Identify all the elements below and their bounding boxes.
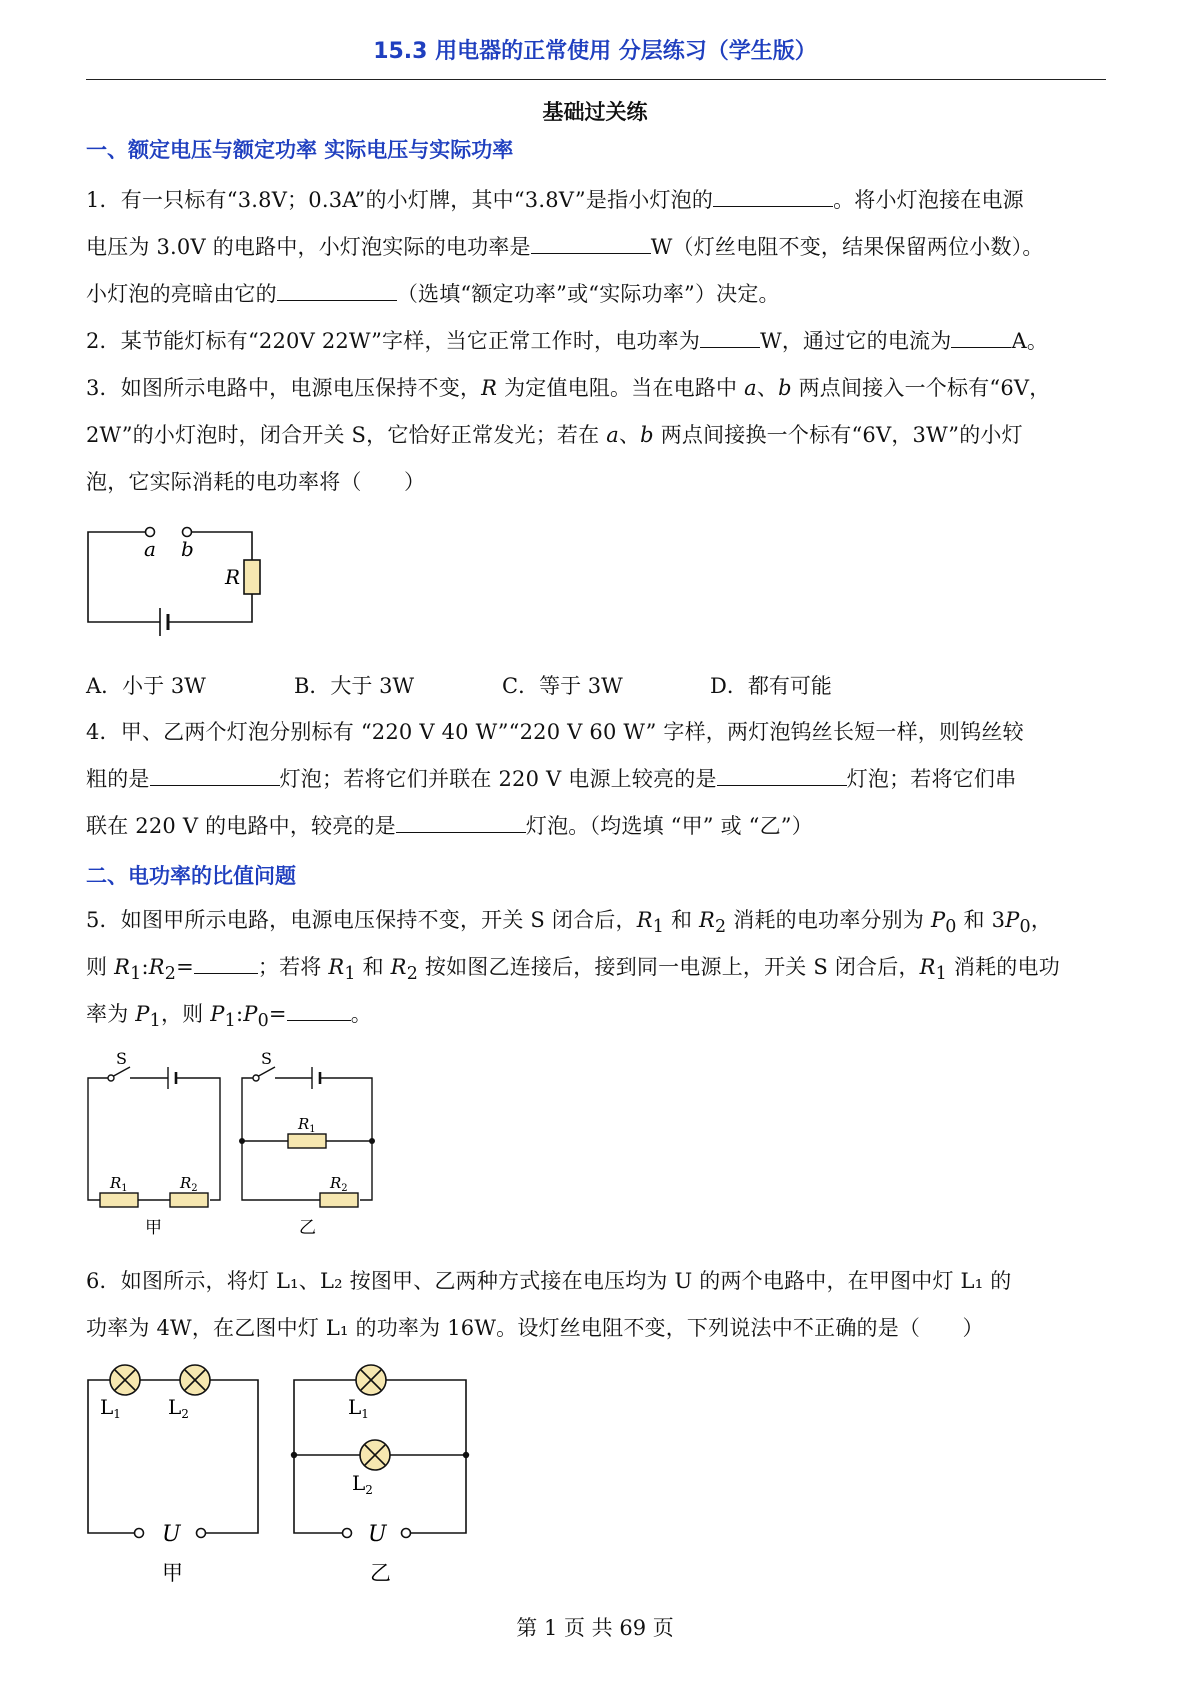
q5-line1: 5．如图甲所示电路，电源电压保持不变，开关 S 闭合后，$R_1$ 和 $R_2$ 消耗的电功率分别为 $P_0$ 和 $3P_0$， [86, 908, 1053, 938]
q5-circuit-diagrams [80, 1045, 400, 1245]
fig-yi-l1-label: $L_1$ [348, 1395, 369, 1421]
q2-blank-1[interactable] [700, 329, 760, 348]
q3-label-R: R [225, 565, 241, 589]
q5-blank-1[interactable] [194, 955, 258, 974]
q3-option-c[interactable]: C．等于 3W [502, 674, 623, 698]
q3-option-a[interactable]: A．小于 3W [86, 674, 206, 698]
fig-yi-r2-label: $R_2$ [330, 1174, 348, 1194]
q4-blank-3[interactable] [396, 814, 526, 833]
q4-line2: 粗的是 灯泡；若将它们并联在 220 V 电源上较亮的是 灯泡；若将它们串 [86, 767, 1017, 791]
fig-yi-r1-label: $R_1$ [298, 1115, 316, 1135]
q1-line1: 1．有一只标有“3.8V；0.3A”的小灯牌，其中“3.8V”是指小灯泡的 。将小灯泡接在电源 [86, 188, 1024, 212]
q1-blank-3[interactable] [277, 282, 397, 301]
q3-option-d[interactable]: D．都有可能 [710, 674, 832, 698]
q6-line1: 6．如图所示，将灯 L₁、L₂ 按图甲、乙两种方式接在电压均为 U 的两个电路中，在甲图中灯 L₁ 的 [86, 1269, 1012, 1293]
q5-line2: 则 $R_1:R_2=$ ；若将 $R_1$ 和 $R_2$ 按如图乙连接后，接到同一电源上，开关 S 闭合后，$R_1$ 消耗的电功 [86, 955, 1060, 985]
fig-yi-l2-label: $L_2$ [352, 1471, 373, 1497]
fig-jia-l1-label: $L_1$ [100, 1395, 121, 1421]
q1-blank-2[interactable] [531, 235, 651, 254]
fig-jia-switch-label: S [116, 1049, 127, 1068]
q4-line1: 4．甲、乙两个灯泡分别标有 “220 V 40 W”“220 V 60 W” 字样，两灯泡钨丝长短一样，则钨丝较 [86, 720, 1024, 744]
q1-blank-1[interactable] [713, 188, 833, 207]
q4-line3: 联在 220 V 的电路中，较亮的是 灯泡。（均选填 “甲” 或 “乙”） [86, 814, 813, 838]
q2-blank-2[interactable] [951, 329, 1011, 348]
fig-yi-caption: 乙 [299, 1218, 316, 1238]
q3-line2: 2W”的小灯泡时，闭合开关 S，它恰好正常发光；若在 a、b 两点间接换一个标有“6V，3W”的小灯 [86, 423, 1023, 447]
q3-line3: 泡，它实际消耗的电功率将（ ） [86, 470, 426, 494]
page-header-title: 15.3 用电器的正常使用 分层练习（学生版） [373, 39, 817, 64]
section-heading-1: 一、额定电压与额定功率 实际电压与实际功率 [86, 138, 514, 162]
q4-blank-1[interactable] [150, 767, 280, 786]
q4-blank-2[interactable] [717, 767, 847, 786]
q3-circuit-diagram [80, 520, 270, 650]
q6-circuit-diagrams [80, 1358, 480, 1588]
q3-resistor [244, 560, 260, 594]
fig-jia-caption: 甲 [162, 1561, 183, 1585]
fig-jia-r2-label: $R_2$ [180, 1174, 198, 1194]
fig-yi-voltage-label: U [368, 1522, 387, 1547]
q5-blank-2[interactable] [287, 1002, 351, 1021]
header-divider [86, 79, 1106, 80]
fig-jia-l2-label: $L_2$ [168, 1395, 189, 1421]
fig-jia-r1-label: $R_1$ [110, 1174, 128, 1194]
q1-line2: 电压为 3.0V 的电路中，小灯泡实际的电功率是 W（灯丝电阻不变，结果保留两位小数）。 [86, 235, 1044, 259]
fig-jia-voltage-label: U [162, 1522, 181, 1547]
q3-line1: 3．如图所示电路中，电源电压保持不变，R 为定值电阻。当在电路中 a、b 两点间接入一个标有“6V， [86, 376, 1051, 400]
q2-line: 2．某节能灯标有“220V 22W”字样，当它正常工作时，电功率为 W，通过它的电流为 A。 [86, 329, 1049, 353]
q5-line3: 率为 $P_1$，则 $P_1:P_0=$ 。 [86, 1002, 372, 1032]
q3-label-a: a [144, 537, 156, 561]
section-title: 基础过关练 [542, 100, 648, 124]
section-heading-2: 二、电功率的比值问题 [86, 864, 296, 888]
q3-label-b: b [181, 537, 194, 561]
fig-jia-caption: 甲 [145, 1218, 162, 1238]
q6-line2: 功率为 4W，在乙图中灯 L₁ 的功率为 16W。设灯丝电阻不变，下列说法中不正确的是（ ） [86, 1316, 984, 1340]
fig-yi-caption: 乙 [370, 1561, 391, 1585]
q1-line3: 小灯泡的亮暗由它的 （选填“额定功率”或“实际功率”）决定。 [86, 282, 780, 306]
q3-option-b[interactable]: B．大于 3W [294, 674, 415, 698]
page-footer: 第 1 页 共 69 页 [516, 1616, 674, 1640]
fig-yi-switch-label: S [261, 1049, 272, 1068]
